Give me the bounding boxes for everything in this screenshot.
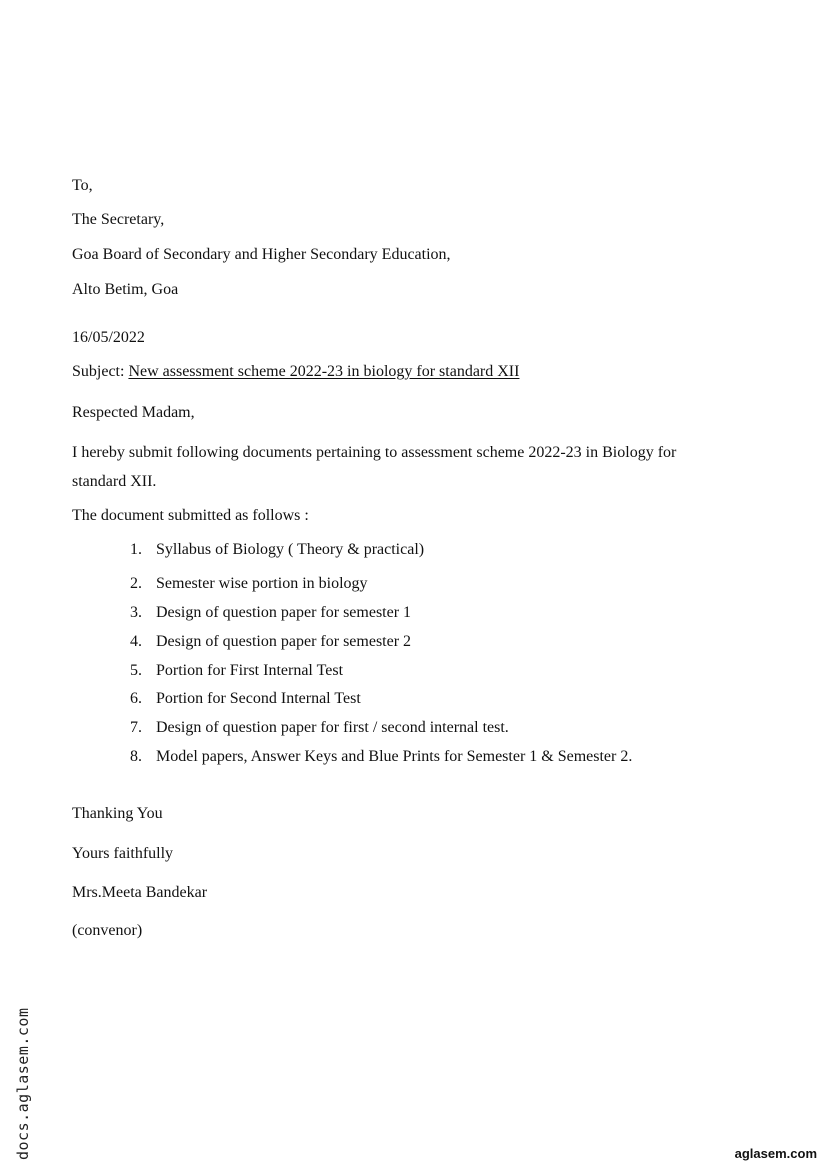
list-item-text: Design of question paper for semester 1 [156,604,412,621]
list-intro: The document submitted as follows : [72,507,309,524]
list-item [130,574,368,594]
list-item-text: Design of question paper for semester 2 [156,633,412,650]
list-item-text: Syllabus of Biology ( Theory & practical) [156,541,425,558]
closing-yours: Yours faithfully [72,845,174,862]
list-item-text: Portion for First Internal Test [156,662,344,679]
list-item-number: 8. [130,748,142,765]
side-watermark [12,1000,34,1160]
subject-label: Subject: [72,363,125,380]
letter-date: 16/05/2022 [72,329,145,346]
list-item [130,689,361,709]
list-item-text: Model papers, Answer Keys and Blue Prints for Semester 1 & Semester 2. [156,748,633,765]
list-item-number: 3. [130,604,142,621]
closing-thanks: Thanking You [72,805,163,822]
recipient-address: Alto Betim, Goa [72,281,179,298]
signatory-role: (convenor) [72,922,143,939]
list-item-text: Portion for Second Internal Test [156,690,361,707]
list-item [130,540,424,560]
list-item [130,747,632,767]
list-item-number: 7. [130,719,142,736]
footer-watermark: aglasem.com [734,1146,817,1161]
body-line-1: I hereby submit following documents pertaining to assessment scheme 2022-23 in Biology for [72,444,677,461]
list-item-text: Semester wise portion in biology [156,575,368,592]
list-item-number: 2. [130,575,142,592]
recipient-org: Goa Board of Secondary and Higher Secondary Education, [72,246,451,263]
list-item [130,718,509,738]
list-item [130,661,343,681]
signatory-name: Mrs.Meeta Bandekar [72,884,208,901]
greeting: Respected Madam, [72,404,195,421]
list-item-number: 1. [130,541,142,558]
list-item [130,603,411,623]
subject-line [72,362,519,382]
list-item [130,632,411,652]
subject-text: New assessment scheme 2022-23 in biology for standard XII [128,363,520,380]
recipient-title: The Secretary, [72,211,165,228]
list-item-number: 6. [130,690,142,707]
list-item-number: 5. [130,662,142,679]
body-line-2: standard XII. [72,473,157,490]
list-item-number: 4. [130,633,142,650]
salutation-to: To, [72,177,93,194]
list-item-text: Design of question paper for first / second internal test. [156,719,509,736]
side-watermark-text: docs.aglasem.com [14,1007,32,1160]
